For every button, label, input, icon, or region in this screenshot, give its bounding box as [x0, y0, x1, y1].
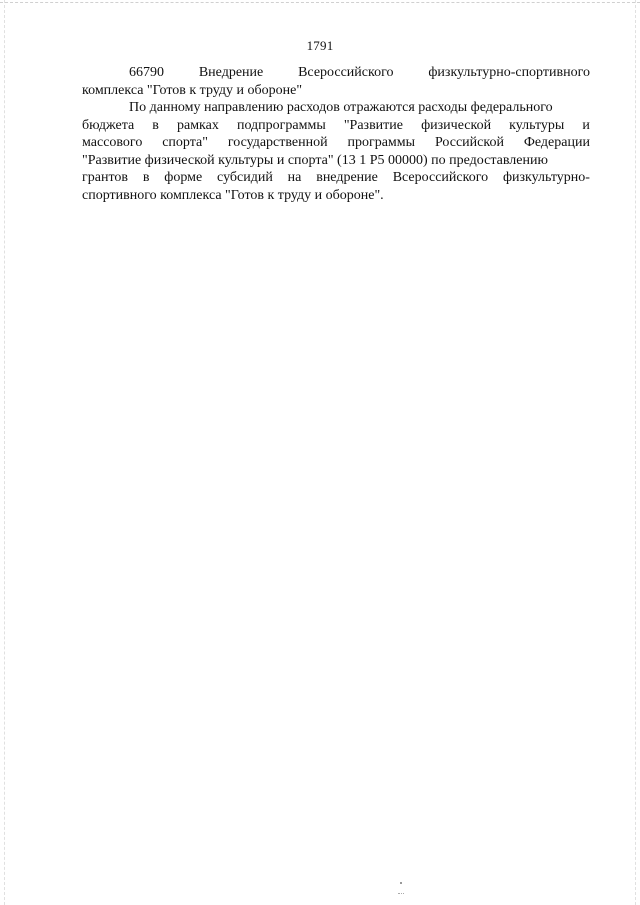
heading-word: физкультурно-спортивного [428, 65, 590, 80]
paragraph-word: спорта" [162, 135, 208, 150]
paragraph-line-3 [82, 134, 590, 152]
paragraph-line-4: "Развитие физической культуры и спорта" (13 1 P5 00000) по предоставлению [82, 152, 548, 168]
paragraph-line-6: спортивного комплекса "Готов к труду и обороне". [82, 187, 384, 203]
paragraph-word: подпрограммы [236, 117, 326, 133]
heading-word: Внедрение [198, 65, 264, 80]
scan-speck [398, 893, 404, 894]
paragraph-word: государственной [227, 135, 328, 150]
heading-code: 66790 [129, 65, 164, 80]
paragraph-word: форме [164, 170, 203, 185]
paragraph-line-1: По данному направлению расходов отражаются расходы федерального [129, 100, 553, 115]
scan-speck [400, 882, 402, 884]
paragraph-word: в [142, 170, 150, 185]
paragraph-word: субсидий [217, 170, 273, 185]
paragraph-word: физкультурно- [502, 170, 590, 185]
scan-edge-right [635, 0, 636, 905]
paragraph-word: и [582, 117, 590, 133]
paragraph-word: физической [421, 117, 492, 133]
heading-line-2: комплекса "Готов к труду и обороне" [82, 82, 303, 98]
paragraph-word: Федерации [523, 135, 590, 150]
paragraph-word: Российской [434, 135, 504, 150]
paragraph-word: бюджета [82, 117, 135, 133]
paragraph-word: "Развитие [343, 117, 403, 133]
scan-edge-left [4, 0, 5, 905]
paragraph-word: в [152, 117, 159, 133]
page-number: 1791 [306, 38, 334, 53]
scan-edge-top [0, 2, 640, 3]
heading-word: Всероссийского [298, 65, 394, 80]
paragraph-line-5 [82, 169, 590, 187]
document-body [82, 64, 590, 204]
paragraph-word: программы [347, 135, 416, 150]
paragraph-line-2 [82, 117, 590, 135]
paragraph-word: Всероссийского [392, 170, 489, 185]
paragraph-word: на [287, 170, 302, 185]
heading-line-1 [82, 64, 590, 82]
paragraph-word: грантов [82, 170, 128, 185]
paragraph-word: культуры [509, 117, 565, 133]
paragraph-word: внедрение [316, 170, 378, 185]
paragraph-word: рамках [176, 117, 219, 133]
paragraph-word: массового [82, 135, 143, 150]
